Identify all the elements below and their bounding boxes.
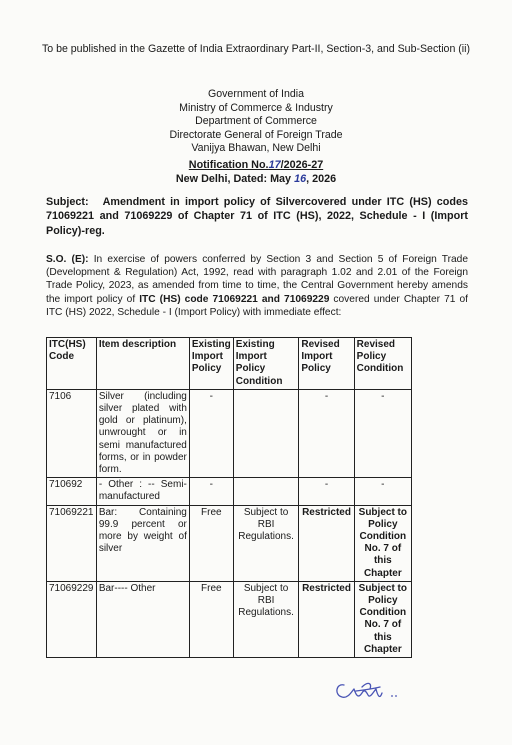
- cell-existing-condition: Subject to RBI Regulations.: [233, 581, 299, 657]
- header-ministry: Ministry of Commerce & Industry: [179, 101, 333, 114]
- order-text-hs-codes: ITC (HS) code 71069221 and 71069229: [139, 293, 330, 305]
- cell-revised-condition: Subject to Policy Condition No. 7 of this Chapter: [354, 505, 411, 581]
- col-header-itc-code: ITC(HS) Code: [47, 338, 97, 390]
- table-row: [47, 581, 412, 657]
- cell-existing-policy: Free: [189, 505, 233, 581]
- header-department: Department of Commerce: [195, 115, 317, 128]
- subject-label: Subject:: [46, 196, 89, 208]
- cell-revised-policy: -: [299, 478, 354, 505]
- cell-revised-policy: Restricted: [299, 581, 354, 657]
- cell-existing-condition: [233, 478, 299, 505]
- order-text-part1: In exercise of powers conferred by Section 3 and Section 5 of Foreign Trade (Development & Regulation) Act, 1992, read with paragraph 1.02 and 2.01 of the Foreign Trade Policy, 2023, as amended from time to time, the Central Government hereby amends the import policy of: [46, 254, 469, 305]
- header-directorate: Directorate General of Foreign Trade: [169, 128, 343, 141]
- notification-number: [60, 158, 452, 172]
- notification-heading: [60, 158, 452, 186]
- header-government: Government of India: [208, 88, 304, 100]
- subject-text: Amendment in import policy of Silvercovered under ITC (HS) codes 71069221 and 71069229 of Chapter 71 of ITC (HS), 2022, Schedule - I (Import Policy)-reg.: [46, 196, 468, 237]
- cell-itc-code: 710692: [47, 478, 97, 505]
- cell-existing-policy: Free: [189, 581, 233, 657]
- policy-amendment-table: [46, 337, 412, 658]
- notification-number-handwritten: 17: [268, 159, 281, 171]
- order-text-part2: covered under Chapter 71 of ITC (HS) 2022, Schedule - I (Import Policy) with immediate effect:: [46, 293, 468, 318]
- col-header-existing-condition: Existing Import Policy Condition: [233, 338, 299, 390]
- cell-itc-code: 71069221: [47, 505, 97, 581]
- notification-number-prefix: Notification No.: [188, 159, 269, 171]
- date-day-handwritten: 16: [294, 173, 307, 185]
- table-row: [47, 505, 412, 581]
- order-paragraph: [46, 253, 468, 319]
- cell-existing-policy: -: [189, 478, 233, 505]
- issuing-authority-block: [60, 88, 452, 156]
- cell-revised-condition: Subject to Policy Condition No. 7 of this Chapter: [354, 581, 411, 657]
- cell-revised-policy: -: [299, 389, 354, 477]
- col-header-revised-condition: Revised Policy Condition: [354, 338, 411, 390]
- cell-revised-policy: Restricted: [299, 505, 354, 581]
- cell-itc-code: 7106: [47, 389, 97, 477]
- cell-item-description: Silver (including silver plated with gold or platinum), unwrought or in semi manufactured forms, or in powder form.: [96, 389, 189, 477]
- cell-existing-condition: [233, 389, 299, 477]
- cell-item-description: Bar---- Other: [96, 581, 189, 657]
- col-header-existing-policy: Existing Import Policy: [189, 338, 233, 390]
- cell-existing-condition: Subject to RBI Regulations.: [233, 505, 299, 581]
- cell-itc-code: 71069229: [47, 581, 97, 657]
- col-header-revised-policy: Revised Import Policy: [299, 338, 354, 390]
- so-label: S.O. (E):: [46, 254, 89, 265]
- table-row: [47, 478, 412, 505]
- table-header-row: [47, 338, 412, 390]
- table-row: [47, 389, 412, 477]
- gazette-publication-note: To be published in the Gazette of India Extraordinary Part-II, Section-3, and Sub-Section (ii): [41, 43, 471, 55]
- date-suffix: , 2026: [306, 173, 337, 185]
- subject-paragraph: [46, 195, 468, 238]
- cell-item-description: - Other : -- Semi-manufactured: [96, 478, 189, 505]
- cell-revised-condition: -: [354, 389, 411, 477]
- notification-number-suffix: /2026-27: [280, 159, 324, 171]
- date-prefix: New Delhi, Dated: May: [175, 173, 292, 185]
- handwritten-signature: [332, 677, 412, 707]
- cell-item-description: Bar: Containing 99.9 percent or more by weight of silver: [96, 505, 189, 581]
- header-address: Vanijya Bhawan, New Delhi: [191, 142, 321, 155]
- col-header-item-description: Item description: [96, 338, 189, 390]
- notification-date: [60, 172, 452, 186]
- cell-revised-condition: -: [354, 478, 411, 505]
- cell-existing-policy: -: [189, 389, 233, 477]
